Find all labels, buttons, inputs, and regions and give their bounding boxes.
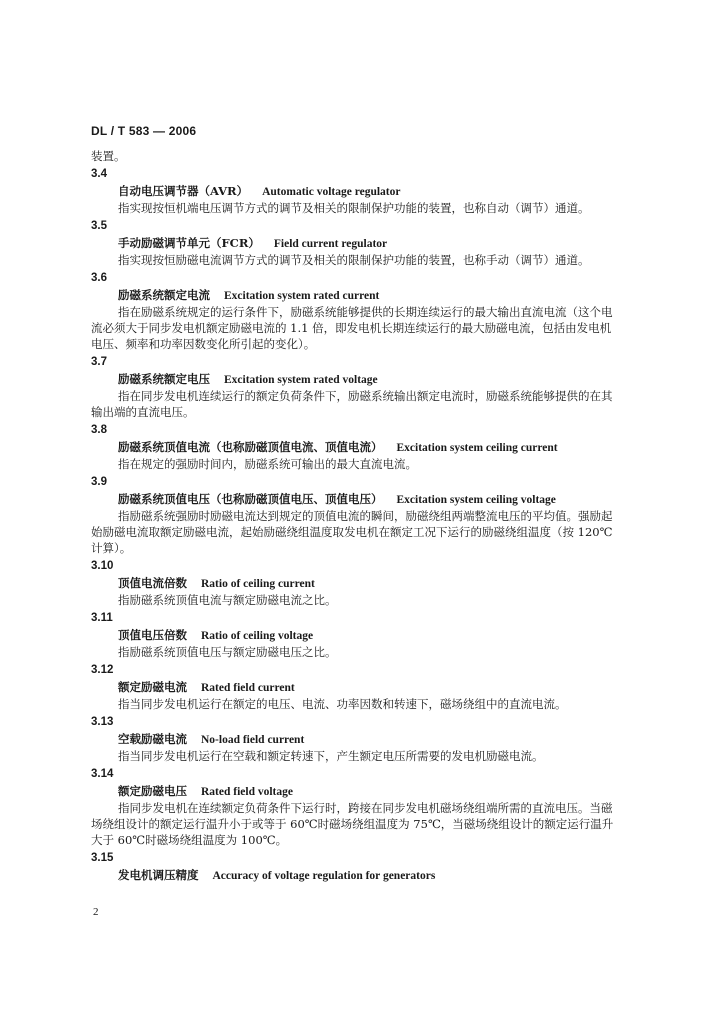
term-english: Accuracy of voltage regulation for generators xyxy=(212,870,436,882)
term-heading xyxy=(91,730,643,748)
term-chinese: 手动励磁调节单元（FCR） xyxy=(118,236,260,250)
definition-line: 始励磁电流取额定励磁电流，起始励磁绕组温度取发电机在额定工况下运行的励磁绕组温度（按 120℃ xyxy=(91,525,613,539)
definition-line: 指在励磁系统规定的运行条件下，励磁系统能够提供的长期连续运行的最大输出直流电流（这个电 xyxy=(118,305,613,319)
definition-line: 指当同步发电机运行在空载和额定转速下，产生额定电压所需要的发电机励磁电流。 xyxy=(118,749,544,763)
section-number: 3.4 xyxy=(91,168,107,180)
term-chinese: 励磁系统额定电流 xyxy=(118,288,210,302)
page-content xyxy=(91,148,643,884)
intro-line: 装置。 xyxy=(91,149,126,163)
definition-line: 指励磁系统顶值电流与额定励磁电流之比。 xyxy=(118,593,337,607)
term-heading xyxy=(91,574,643,592)
term-english: Field current regulator xyxy=(273,238,388,250)
term-chinese: 额定励磁电压 xyxy=(118,784,187,798)
term-heading xyxy=(91,782,643,800)
term-chinese: 自动电压调节器（AVR） xyxy=(118,184,249,198)
term-heading xyxy=(91,182,643,200)
term-chinese: 顶值电压倍数 xyxy=(118,628,187,642)
term-chinese: 发电机调压精度 xyxy=(118,868,199,882)
term-english: Excitation system ceiling current xyxy=(396,442,558,454)
definition-line: 计算）。 xyxy=(91,541,132,555)
term-chinese: 空载励磁电流 xyxy=(118,732,187,746)
definition-line: 指励磁系统顶值电压与额定励磁电压之比。 xyxy=(118,645,337,659)
section-number: 3.15 xyxy=(91,852,114,864)
section-number: 3.7 xyxy=(91,356,107,368)
term-english: Ratio of ceiling voltage xyxy=(201,630,314,642)
section-number: 3.11 xyxy=(91,612,113,624)
definition-line: 指同步发电机在连续额定负荷条件下运行时，跨接在同步发电机磁场绕组端所需的直流电压。当磁 xyxy=(118,801,613,815)
section-number: 3.12 xyxy=(91,664,114,676)
term-heading xyxy=(91,286,643,304)
term-chinese: 顶值电流倍数 xyxy=(118,576,187,590)
term-english: Excitation system rated voltage xyxy=(224,374,378,386)
definition-line: 指在同步发电机连续运行的额定负荷条件下，励磁系统输出额定电流时，励磁系统能够提供的在其 xyxy=(118,389,613,403)
term-heading xyxy=(91,370,643,388)
section-number: 3.6 xyxy=(91,272,107,284)
definition-line: 电压、频率和功率因数变化所引起的变化）。 xyxy=(91,337,316,351)
definition-line: 指励磁系统强励时励磁电流达到规定的顶值电流的瞬间，励磁绕组两端整流电压的平均值。强励起 xyxy=(118,509,613,523)
definition-line: 指实现按恒机端电压调节方式的调节及相关的限制保护功能的装置，也称自动（调节）通道。 xyxy=(118,201,590,215)
standard-code-header: DL / T 583 — 2006 xyxy=(91,124,197,138)
section-number: 3.10 xyxy=(91,560,114,572)
definition-line: 场绕组设计的额定运行温升小于或等于 60℃时磁场绕组温度为 75℃，当磁场绕组设计的额定运行温升 xyxy=(91,817,614,831)
term-english: Automatic voltage regulator xyxy=(262,186,401,198)
term-english: Excitation system rated current xyxy=(224,290,380,302)
term-heading xyxy=(91,866,643,884)
term-english: Rated field current xyxy=(201,682,295,694)
definition-line: 指在规定的强励时间内，励磁系统可输出的最大直流电流。 xyxy=(118,457,417,471)
section-number: 3.14 xyxy=(91,768,114,780)
term-chinese: 励磁系统顶值电压（也称励磁顶值电压、顶值电压） xyxy=(118,492,383,506)
term-heading xyxy=(91,438,643,456)
term-heading xyxy=(91,678,643,696)
section-number: 3.5 xyxy=(91,220,107,232)
definition-line: 输出端的直流电压。 xyxy=(91,405,195,419)
definition-line: 指当同步发电机运行在额定的电压、电流、功率因数和转速下，磁场绕组中的直流电流。 xyxy=(118,697,567,711)
section-number: 3.8 xyxy=(91,424,107,436)
term-english: Ratio of ceiling current xyxy=(201,578,315,590)
term-chinese: 额定励磁电流 xyxy=(118,680,187,694)
term-chinese: 励磁系统顶值电流（也称励磁顶值电流、顶值电流） xyxy=(118,440,383,454)
term-english: Excitation system ceiling voltage xyxy=(396,494,556,506)
definition-line: 流必须大于同步发电机额定励磁电流的 1.1 倍，即发电机长期连续运行的最大励磁电流，包括由发电机 xyxy=(91,321,612,335)
definition-line: 指实现按恒励磁电流调节方式的调节及相关的限制保护功能的装置，也称手动（调节）通道。 xyxy=(118,253,590,267)
term-english: Rated field voltage xyxy=(201,786,293,798)
term-heading xyxy=(91,626,643,644)
section-number: 3.13 xyxy=(91,716,114,728)
term-english: No-load field current xyxy=(201,734,305,746)
definition-line: 大于 60℃时磁场绕组温度为 100℃。 xyxy=(91,833,288,847)
term-heading xyxy=(91,234,643,252)
term-heading xyxy=(91,490,643,508)
term-chinese: 励磁系统额定电压 xyxy=(118,372,210,386)
page-number: 2 xyxy=(93,906,99,918)
section-number: 3.9 xyxy=(91,476,107,488)
